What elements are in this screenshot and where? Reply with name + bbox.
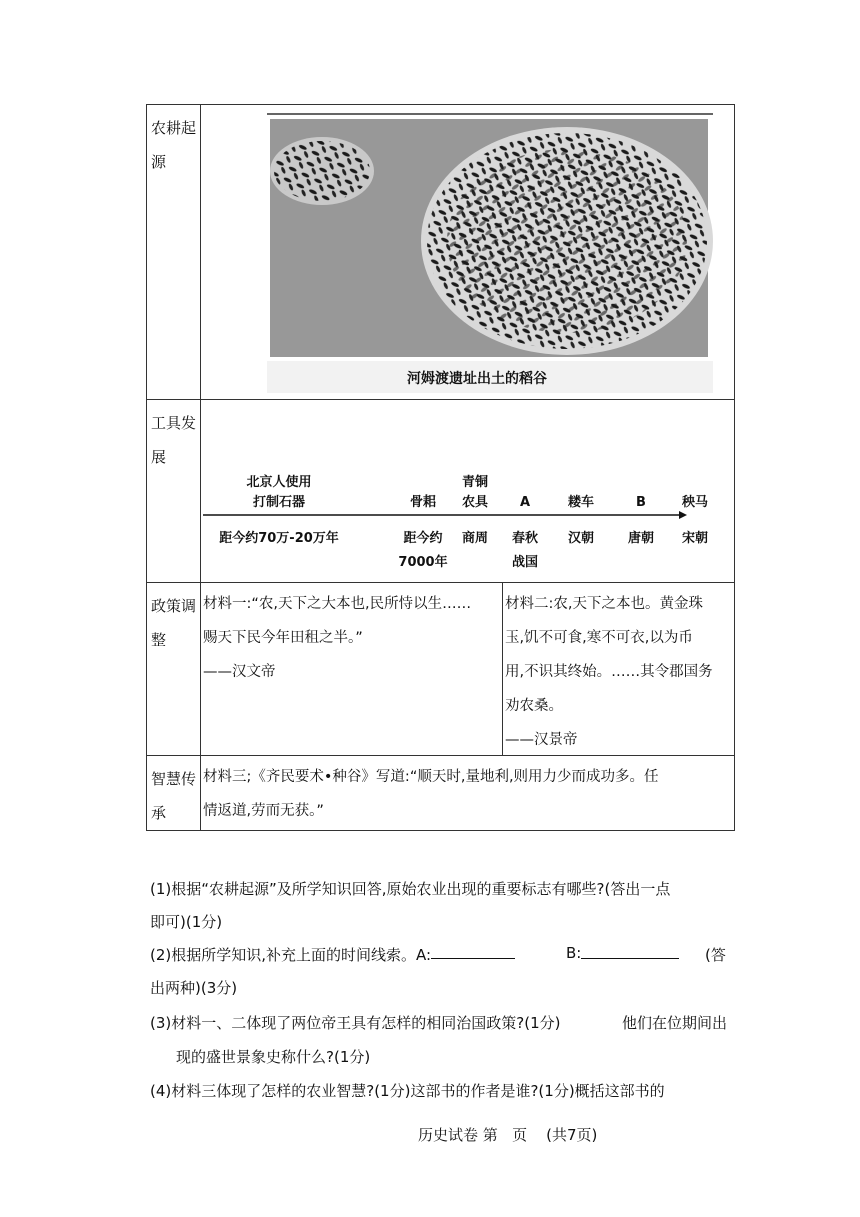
timeline-bottom-1: 距今约 [403, 531, 443, 546]
material-2-cell [503, 583, 735, 756]
timeline-arrow [679, 511, 687, 519]
tool-timeline [201, 470, 734, 580]
material-2-line4: 劝农桑。 [505, 698, 563, 714]
timeline-bottom-3: 春秋 [511, 531, 539, 546]
material-3-line2: 情返道,劳而无获。” [203, 803, 324, 819]
timeline-bottom-5: 唐朝 [627, 531, 655, 546]
q1-line1: (1)根据“农耕起源”及所学知识回答,原始农业出现的重要标志有哪些?(答出一点 [150, 880, 671, 898]
material-1-cell [201, 583, 503, 756]
timeline-top-4: 耧车 [567, 495, 595, 510]
footer-text: 历史试卷 第 页 (共7页) [418, 1126, 598, 1144]
timeline-bottom-0: 距今约70万-20万年 [219, 531, 339, 546]
timeline-bottom2-3: 战国 [511, 555, 539, 570]
timeline-top-6: 秧马 [681, 495, 709, 510]
timeline-bottom-6: 宋朝 [681, 531, 709, 546]
q3-line2: 现的盛世景象史称什么?(1分) [176, 1048, 371, 1066]
q2-tail: (答 [705, 946, 726, 964]
timeline-top2-0: 打制石器 [252, 495, 306, 510]
row-policy [147, 583, 735, 756]
q2-b-part [566, 944, 581, 962]
material-2-line2: 玉,饥不可食,寒不可衣,以为币 [505, 630, 693, 646]
row-label-tools: 工具发展 [147, 400, 201, 583]
timeline-bottom-4: 汉朝 [567, 531, 595, 546]
material-3-cell [201, 756, 735, 831]
q1-line2: 即可)(1分) [150, 913, 223, 931]
rice-grain-photo [267, 113, 713, 393]
q2-line1 [150, 944, 431, 965]
q2-b-label: B: [566, 944, 582, 962]
q3-line1b: 他们在位期间出 [622, 1014, 728, 1032]
timeline-top-0: 北京人使用 [246, 475, 312, 490]
q2-line2: 出两种)(3分) [150, 979, 238, 997]
row-label-origin: 农耕起源 [147, 105, 201, 400]
row-label-policy: 政策调整 [147, 583, 201, 756]
material-table [146, 104, 735, 831]
material-1-line2: 赐天下民今年田租之半。” [203, 630, 363, 646]
material-1-source: ——汉文帝 [203, 664, 276, 680]
q4-line1: (4)材料三体现了怎样的农业智慧?(1分)这部书的作者是谁?(1分)概括这部书的 [150, 1082, 665, 1100]
material-2-source: ——汉景帝 [505, 732, 578, 748]
material-1-line1: 材料一:“农,天下之大本也,民所恃以生…… [203, 596, 472, 612]
timeline-top2-2: 农具 [461, 495, 489, 510]
timeline-top-3: A [519, 495, 531, 510]
timeline-top-2: 青铜 [461, 475, 489, 490]
timeline-bottom-2: 商周 [461, 531, 489, 546]
material-3-line1: 材料三;《齐民要术•种谷》写道:“顺天时,量地利,则用力少而成功多。任 [203, 769, 659, 785]
answer-blank-b[interactable] [581, 944, 679, 959]
timeline-cell [201, 400, 735, 583]
timeline-top-1: 骨耜 [409, 495, 437, 510]
timeline-top-5: B [636, 495, 646, 510]
material-2-line1: 材料二:农,天下之本也。黄金珠 [505, 596, 703, 612]
q3-line1a: (3)材料一、二体现了两位帝王具有怎样的相同治国政策?(1分) [150, 1014, 561, 1032]
q2-prompt: (2)根据所学知识,补充上面的时间线索。A: [150, 946, 432, 964]
material-2-line3: 用,不识其终始。……其令郡国务 [505, 664, 713, 680]
row-wisdom [147, 756, 735, 831]
row-label-wisdom: 智慧传承 [147, 756, 201, 831]
row-origin [147, 105, 735, 400]
photo-caption: 河姆渡遗址出土的稻谷 [407, 371, 547, 387]
row-tools [147, 400, 735, 583]
photo-cell [201, 105, 735, 400]
answer-blank-a[interactable] [431, 944, 515, 959]
timeline-bottom2-1: 7000年 [398, 555, 448, 570]
